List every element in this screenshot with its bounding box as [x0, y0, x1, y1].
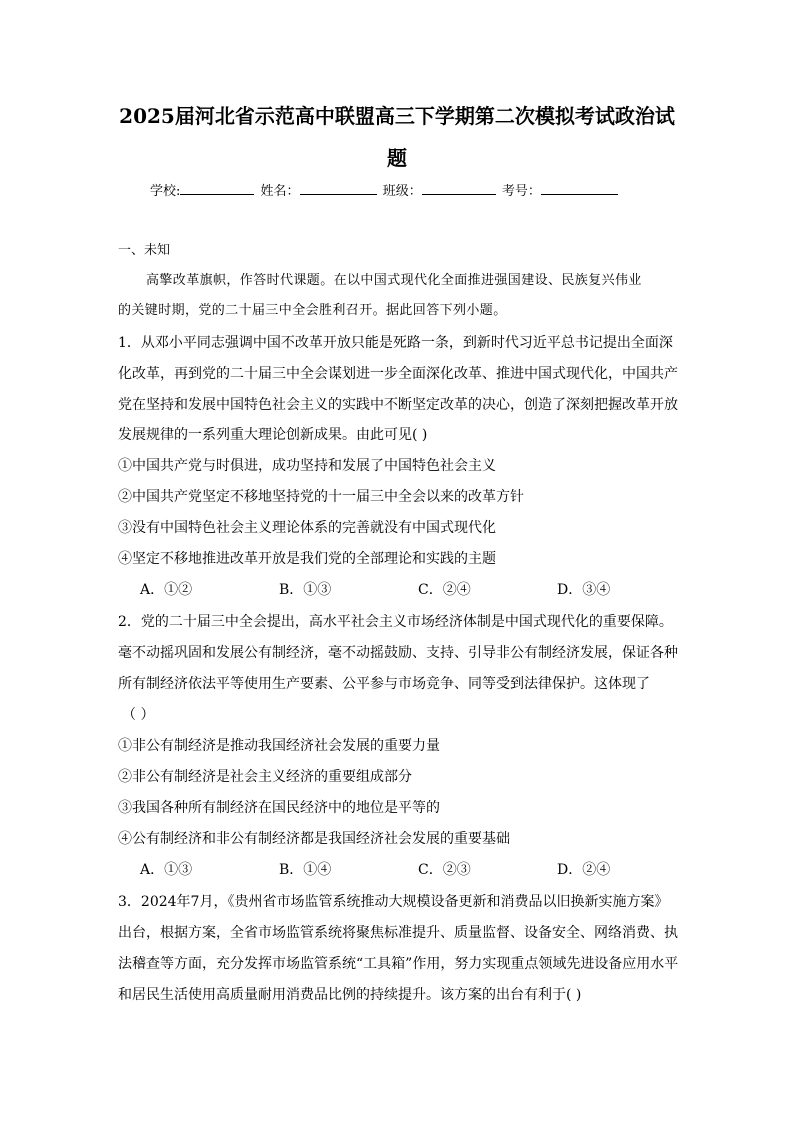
- q2-stem-line: 毫不动摇巩固和发展公有制经济，毫不动摇鼓励、支持、引导非公有制经济发展，保证各种: [118, 645, 678, 661]
- q3-stem-line: 和居民生活使用高质量耐用消费品比例的持续提升。该方案的出台有利于( ): [118, 987, 582, 1003]
- q2-option-c[interactable]: C．②③: [418, 862, 471, 878]
- q2-stem-line: （ ）: [122, 707, 155, 723]
- exam-title: 2025届河北省示范高中联盟高三下学期第二次模拟考试政治试: [119, 104, 675, 128]
- name-field[interactable]: [300, 180, 377, 195]
- q3-stem-line: 法稽查等方面，充分发挥市场监管系统“工具箱”作用，努力实现重点领域先进设备应用水平: [118, 956, 679, 972]
- material-intro-line1: 高擎改革旗帜，作答时代课题。在以中国式现代化全面推进强国建设、民族复兴伟业: [146, 273, 642, 288]
- q1-stem-line: 发展规律的一系列重大理论创新成果。由此可见( ): [118, 427, 428, 443]
- q2-options: [140, 860, 660, 880]
- q1-choice-2: ②中国共产党坚定不移地坚持党的十一届三中全会以来的改革方针: [118, 489, 524, 505]
- q1-options: [140, 580, 660, 600]
- q2-stem-line: 2．党的二十届三中全会提出，高水平社会主义市场经济体制是中国式现代化的重要保障。: [118, 614, 673, 630]
- q2-choice-1: ①非公有制经济是推动我国经济社会发展的重要力量: [118, 738, 440, 754]
- q3-stem-line: 3．2024年7月，《贵州省市场监管系统推动大规模设备更新和消费品以旧换新实施方案》: [118, 894, 669, 910]
- q2-option-a[interactable]: A．①③: [140, 862, 193, 878]
- q2-choice-4: ④公有制经济和非公有制经济都是我国经济社会发展的重要基础: [118, 831, 510, 847]
- q1-option-c[interactable]: C．②④: [418, 582, 471, 598]
- q2-option-d[interactable]: D．②④: [557, 862, 611, 878]
- q2-option-b[interactable]: B．①④: [279, 862, 332, 878]
- number-field[interactable]: [541, 180, 618, 195]
- q2-choice-2: ②非公有制经济是社会主义经济的重要组成部分: [118, 769, 412, 785]
- q1-stem-line: 1．从邓小平同志强调中国不改革开放只能是死路一条，到新时代习近平总书记提出全面深: [118, 335, 673, 351]
- q1-choice-3: ③没有中国特色社会主义理论体系的完善就没有中国式现代化: [118, 520, 496, 536]
- number-label: 考号：: [501, 184, 541, 199]
- school-label: 学校:: [150, 184, 181, 199]
- q2-stem-line: 所有制经济依法平等使用生产要素、公平参与市场竞争、同等受到法律保护。这体现了: [118, 676, 650, 692]
- student-info-row: [150, 180, 670, 202]
- name-label: 姓名：: [260, 184, 300, 199]
- q1-option-d[interactable]: D．③④: [557, 582, 611, 598]
- section-heading: 一、未知: [118, 243, 171, 258]
- q1-option-a[interactable]: A．①②: [140, 582, 193, 598]
- q1-option-b[interactable]: B．①③: [279, 582, 332, 598]
- q2-choice-3: ③我国各种所有制经济在国民经济中的地位是平等的: [118, 800, 440, 816]
- q3-stem-line: 出台，根据方案，全省市场监管系统将聚焦标准提升、质量监督、设备安全、网络消费、执: [118, 925, 678, 941]
- class-field[interactable]: [422, 180, 496, 195]
- q1-stem-line: 党在坚持和发展中国特色社会主义的实践中不断坚定改革的决心，创造了深刻把握改革开放: [118, 397, 678, 413]
- q1-choice-1: ①中国共产党与时俱进，成功坚持和发展了中国特色社会主义: [118, 458, 496, 474]
- q1-stem-line: 化改革，再到党的二十届三中全会谋划进一步全面深化改革、推进中国式现代化，中国共产: [118, 366, 678, 382]
- q1-choice-4: ④坚定不移地推进改革开放是我们党的全部理论和实践的主题: [118, 551, 496, 567]
- school-field[interactable]: [180, 180, 254, 195]
- exam-title-cont: 题: [387, 146, 407, 170]
- material-intro-line2: 的关键时期，党的二十届三中全会胜利召开。据此回答下列小题。: [118, 303, 507, 318]
- class-label: 班级：: [382, 184, 422, 199]
